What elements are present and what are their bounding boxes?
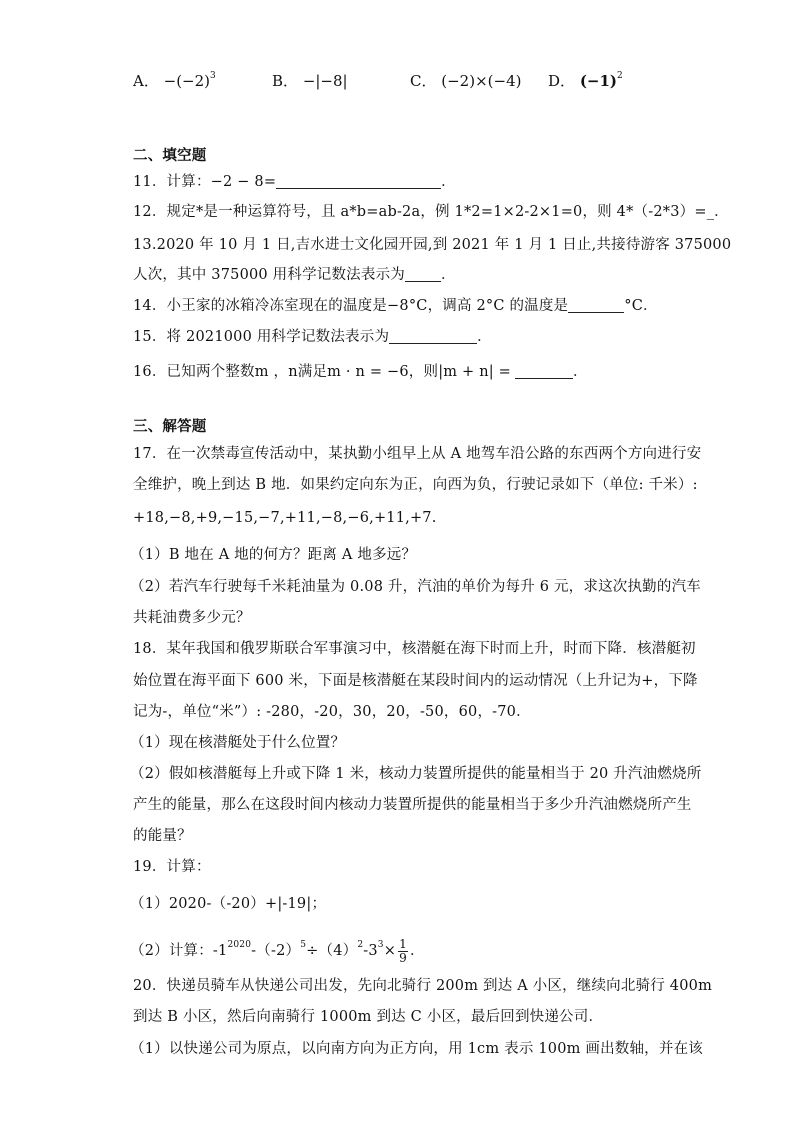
option-b-label: B． <box>272 72 299 90</box>
option-a-exponent: 3 <box>210 71 216 81</box>
option-c-expr: (−2)×(−4) <box>441 72 522 90</box>
times-sign: × <box>383 943 397 959</box>
question-17-part1: （1）B 地在 A 地的何方？距离 A 地多远？ <box>130 547 417 563</box>
fraction-numerator: 1 <box>399 936 407 951</box>
answer-blank <box>405 267 441 282</box>
question-11-text: 11．计算：−2 − 8= <box>133 174 277 190</box>
fraction-denominator: 9 <box>399 950 407 965</box>
question-16-text: 16．已知两个整数m ，n满足m · n = −6，则|m + n| = <box>133 364 511 380</box>
exponent: 5 <box>300 940 307 950</box>
option-d <box>548 70 623 91</box>
question-17-record: +18,−8,+9,−15,−7,+11,−8,−6,+11,+7. <box>133 510 437 526</box>
section-heading-fill-in: 二、填空题 <box>133 148 207 164</box>
math-term: ÷（4） <box>306 943 358 959</box>
option-b-expr: −|−8| <box>302 72 348 90</box>
question-17-line1: 17．在一次禁毒宣传活动中，某执勤小组早上从 A 地驾车沿公路的东西两个方向进行安 <box>133 446 702 462</box>
question-17-part2-line2: 共耗油费多少元？ <box>133 610 251 626</box>
option-c-label: C． <box>410 72 437 90</box>
question-18-part2-line3: 的能量？ <box>133 828 192 844</box>
exponent: 2 <box>357 940 364 950</box>
answer-blank <box>515 364 573 379</box>
question-18-line3: 记为-，单位“米”）: -280，-20，30，20，-50，60，-70． <box>133 704 531 720</box>
question-15-text: 15．将 2021000 用科学记数法表示为 <box>133 329 390 345</box>
question-19-part2 <box>130 936 425 965</box>
option-b <box>272 70 348 91</box>
exponent: 3 <box>377 940 384 950</box>
question-11 <box>133 173 456 191</box>
answer-blank <box>276 174 441 189</box>
answer-blank <box>389 329 477 344</box>
option-c <box>410 70 521 91</box>
question-12: 12．规定*是一种运算符号，且 a*b=ab-2a，例 1*2=1×2-2×1=0，则 4*（-2*3）=_． <box>133 204 729 220</box>
question-16-end: ． <box>573 364 588 380</box>
fraction-one-ninth <box>398 938 408 965</box>
option-a-expr: −(−2) <box>163 72 211 90</box>
question-14-text: 14．小王家的冰箱冷冻室现在的温度是−8°C，调高 2°C 的温度是 <box>133 298 569 314</box>
option-d-label: D． <box>548 72 576 90</box>
question-18-part1: （1）现在核潜艇处于什么位置？ <box>130 735 346 751</box>
question-14-end: °C． <box>624 298 658 314</box>
question-18-part2-line1: （2）假如核潜艇每上升或下降 1 米，核动力装置所提供的能量相当于 20 升汽油燃烧所 <box>130 766 702 782</box>
option-d-expr: (−1) <box>579 72 618 90</box>
question-16 <box>133 363 588 381</box>
question-18-line1: 18．某年我国和俄罗斯联合军事演习中，核潜艇在海下时而上升，时而下降．核潜艇初 <box>133 641 696 657</box>
question-13-text: 人次，其中 375000 用科学记数法表示为 <box>133 267 405 283</box>
question-18-line2: 始位置在海平面下 600 米，下面是核潜艇在某段时间内的运动情况（上升记为+，下降 <box>133 673 698 689</box>
answer-blank <box>568 298 624 313</box>
exponent: 2020 <box>227 940 252 950</box>
option-d-exponent: 2 <box>617 71 623 81</box>
question-20-part1: （1）以快递公司为原点，以向南方向为正方向，用 1cm 表示 100m 画出数轴，并在该 <box>130 1041 703 1057</box>
question-15-end: ． <box>477 329 492 345</box>
question-18-part2-line2: 产生的能量，那么在这段时间内核动力装置所提供的能量相当于多少升汽油燃烧所产生 <box>133 797 692 813</box>
question-19-part2-text: （2）计算：-1 <box>130 943 228 959</box>
question-15 <box>133 328 492 346</box>
question-19-part2-end: ． <box>409 943 425 959</box>
question-11-end: ． <box>441 174 456 190</box>
question-17-line2: 全维护，晚上到达 B 地．如果约定向东为正，向西为负，行驶记录如下（单位: 千米）: <box>133 477 698 493</box>
question-13-end: ． <box>440 267 456 283</box>
math-term: -3 <box>363 943 378 959</box>
question-13-line1: 13.2020 年 10 月 1 日,吉水进士文化园开园,到 2021 年 1 月 1 日止,共接待游客 375000 <box>133 237 732 253</box>
math-term: -（-2） <box>251 943 301 959</box>
question-17-part2-line1: （2）若汽车行驶每千米耗油量为 0.08 升，汽油的单价为每升 6 元，求这次执勤的汽车 <box>130 579 701 595</box>
option-a <box>133 70 216 91</box>
question-14 <box>133 297 658 315</box>
question-20-line2: 到达 B 小区，然后向南骑行 1000m 到达 C 小区，最后回到快递公司． <box>133 1009 604 1025</box>
question-20-line1: 20．快递员骑车从快递公司出发，先向北骑行 200m 到达 A 小区，继续向北骑行 400m <box>133 978 713 994</box>
question-19-part1: （1）2020-（-20）+|-19|； <box>130 896 327 912</box>
question-19: 19．计算： <box>133 859 211 875</box>
section-heading-solutions: 三、解答题 <box>133 419 207 435</box>
question-13-line2 <box>133 266 456 284</box>
option-a-label: A． <box>133 72 159 90</box>
